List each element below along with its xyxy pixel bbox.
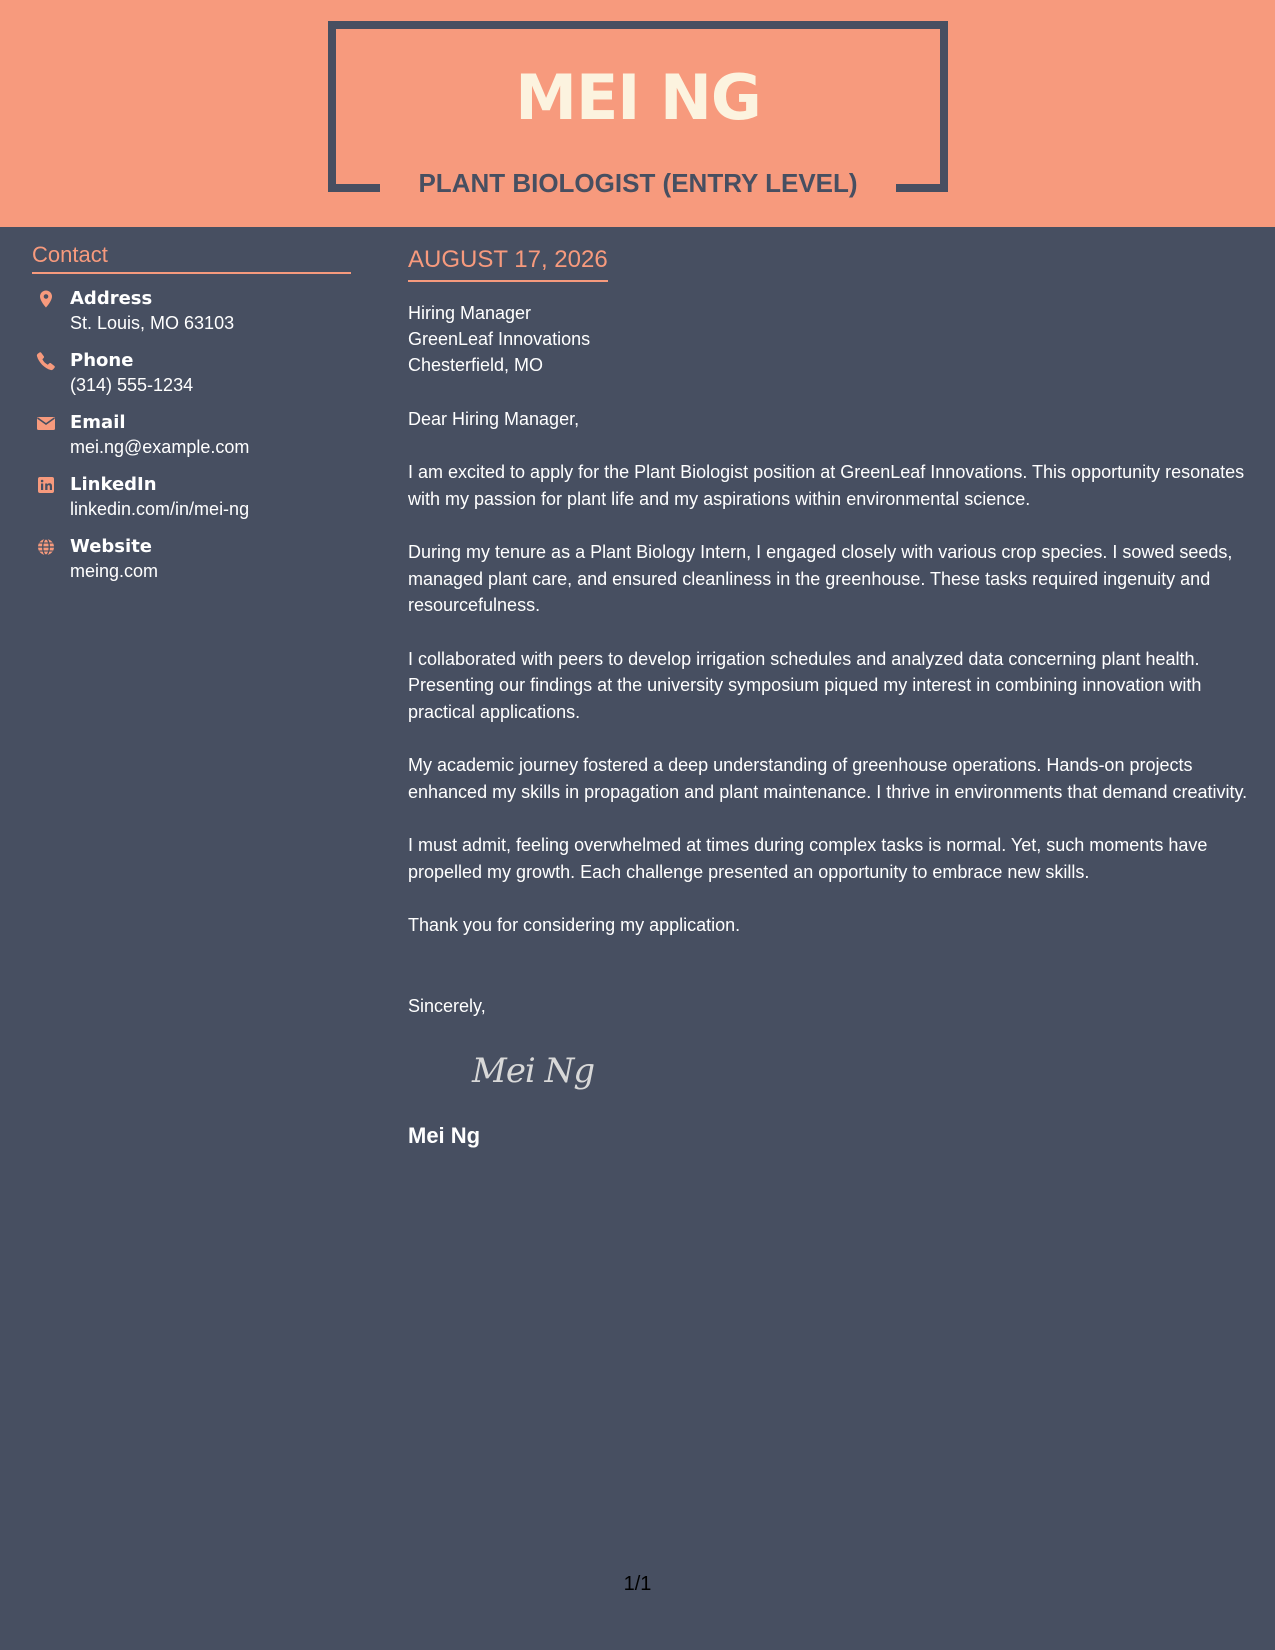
contact-value: St. Louis, MO 63103 xyxy=(70,313,235,333)
closing: Sincerely, xyxy=(408,995,486,1016)
contact-sidebar xyxy=(32,238,351,596)
contact-item-phone xyxy=(32,348,351,398)
contact-heading: Contact xyxy=(32,238,351,274)
recipient-line: GreenLeaf Innovations xyxy=(408,329,591,349)
recipient-line: Chesterfield, MO xyxy=(408,355,544,375)
job-title: PLANT BIOLOGIST (ENTRY LEVEL) xyxy=(418,168,858,198)
signer-name: Mei Ng xyxy=(408,1122,481,1148)
phone-icon xyxy=(36,351,56,371)
contact-item-address xyxy=(32,286,351,336)
letter-paragraph: I collaborated with peers to develop irrigation schedules and analyzed data concerning plant health. Presenting our findings at the university symposium piqued my interest in combining innovation with practical applications. xyxy=(408,648,1202,722)
letter-paragraph: During my tenure as a Plant Biology Intern, I engaged closely with various crop species. I sowed seeds, managed plant care, and ensured cleanliness in the greenhouse. These tasks required ingenuity and resourcefulness. xyxy=(408,542,1233,615)
applicant-name: MEI NG xyxy=(515,61,761,134)
letter-body xyxy=(408,242,1253,1151)
letter-paragraph: My academic journey fostered a deep understanding of greenhouse operations. Hands-on projects enhanced my skills in propagation and plant maintenance. I thrive in environments that demand creativity. xyxy=(408,755,1248,802)
contact-label: LinkedIn xyxy=(70,474,157,495)
contact-item-linkedin xyxy=(32,472,351,522)
letter-paragraph: I am excited to apply for the Plant Biologist position at GreenLeaf Innovations. This opportunity resonates with my passion for plant life and my aspirations within environmental science. xyxy=(408,462,1245,509)
contact-value: meing.com xyxy=(70,561,159,581)
letter-paragraph: Thank you for considering my application. xyxy=(408,915,741,935)
recipient-line: Hiring Manager xyxy=(408,303,532,323)
globe-icon xyxy=(36,537,56,557)
contact-label: Email xyxy=(70,412,126,433)
contact-value: mei.ng@example.com xyxy=(70,437,250,457)
contact-value: linkedin.com/in/mei-ng xyxy=(70,499,250,519)
contact-label: Phone xyxy=(70,350,134,371)
linkedin-icon xyxy=(36,475,56,495)
contact-label: Address xyxy=(70,288,153,309)
contact-label: Website xyxy=(70,536,153,557)
contact-item-email xyxy=(32,410,351,460)
recipient-block xyxy=(408,300,1253,378)
page-number: 1/1 xyxy=(623,1573,652,1595)
letter-paragraph: I must admit, feeling overwhelmed at times during complex tasks is normal. Yet, such moments have propelled my growth. Each challenge presented an opportunity to embrace new skills. xyxy=(408,835,1208,882)
contact-value: (314) 555-1234 xyxy=(70,375,194,395)
letter-date: AUGUST 17, 2026 xyxy=(408,242,608,282)
salutation: Dear Hiring Manager, xyxy=(408,409,580,429)
contact-item-website xyxy=(32,534,351,584)
envelope-icon xyxy=(36,413,56,433)
signature: Mei Ng xyxy=(472,1050,595,1091)
location-pin-icon xyxy=(36,289,56,309)
